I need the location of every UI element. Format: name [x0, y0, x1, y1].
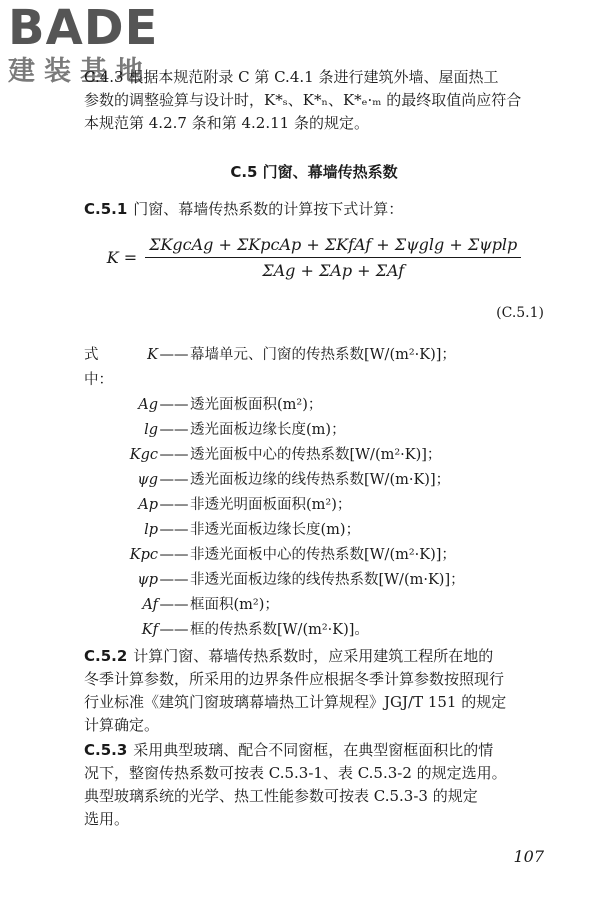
definition-dash: —— [159, 397, 189, 413]
definition-dash: —— [159, 572, 189, 588]
definition-row [84, 618, 544, 643]
intro-line-1: C.4.3 根据本规范附录 C 第 C.4.1 条进行建筑外墙、屋面热工 [84, 68, 499, 86]
definition-row [84, 568, 544, 593]
definition-text: 透光面板边缘的线传热系数[W/(m·K)]； [190, 472, 451, 488]
definition-symbol: Ag [138, 397, 158, 413]
formula-numerator: ΣKgcAg + ΣKpcAp + ΣKfAf + Σψglg + Σψplp [145, 235, 521, 258]
clause-c51 [84, 198, 544, 221]
section-title: C.5 门窗、幕墙传热系数 [230, 163, 398, 181]
definition-dash: —— [159, 472, 189, 488]
definition-text: 非透光明面板面积(m²)； [190, 497, 352, 513]
document-page [84, 66, 544, 831]
definition-row [84, 343, 544, 393]
clause-c52-line-4: 计算确定。 [84, 716, 160, 734]
definition-row [84, 393, 544, 418]
definition-text: 透光面板边缘长度(m)； [190, 422, 346, 438]
page-number: 107 [513, 847, 544, 866]
clause-c53-line-3: 典型玻璃系统的光学、热工性能参数可按表 C.5.3-3 的规定 [84, 787, 478, 805]
definition-dash: —— [159, 347, 189, 363]
definition-text: 非透光面板中心的传热系数[W/(m²·K)]； [190, 547, 456, 563]
definition-row [84, 443, 544, 468]
definitions-list [84, 343, 544, 643]
formula-lhs: K = [106, 248, 138, 267]
clause-c52-line-3: 行业标准《建筑门窗玻璃幕墙热工计算规程》JGJ/T 151 的规定 [84, 693, 507, 711]
clause-c53-line-2: 况下，整窗传热系数可按表 C.5.3-1、表 C.5.3-2 的规定选用。 [84, 764, 507, 782]
definition-text: 非透光面板边缘的线传热系数[W/(m·K)]； [190, 572, 465, 588]
definition-dash: —— [159, 622, 189, 638]
definition-row [84, 543, 544, 568]
clause-c53-line-4: 选用。 [84, 810, 130, 828]
intro-clause [84, 66, 544, 135]
clause-c51-number: C.5.1 [84, 200, 128, 218]
definition-row [84, 418, 544, 443]
definition-symbol: K [147, 347, 158, 363]
clause-c53-number: C.5.3 [84, 741, 128, 759]
clause-c52-line-2: 冬季计算参数，所采用的边界条件应根据冬季计算参数按照现行 [84, 670, 505, 688]
clause-c52 [84, 645, 544, 737]
definition-dash: —— [159, 497, 189, 513]
definition-symbol: ψg [137, 472, 158, 488]
clause-c53-line-1: 采用典型玻璃、配合不同窗框，在典型窗框面积比的情 [133, 741, 494, 759]
formula-fraction [145, 235, 521, 280]
definition-dash: —— [159, 422, 189, 438]
definition-symbol: Kf [141, 622, 158, 638]
formula-c51 [84, 235, 544, 280]
definition-text: 框面积(m²)； [190, 597, 279, 613]
logo-wordmark: BADE [8, 0, 159, 56]
definition-symbol: lg [144, 422, 158, 438]
definition-text: 框的传热系数[W/(m²·K)]。 [190, 622, 369, 638]
definition-row [84, 593, 544, 618]
formula-denominator: ΣAg + ΣAp + ΣAf [262, 261, 405, 280]
intro-line-3: 本规范第 4.2.7 条和第 4.2.11 条的规定。 [84, 114, 369, 132]
definition-row [84, 468, 544, 493]
logo-subtitle: 建装基地 [8, 56, 152, 87]
definition-symbol: Kpc [129, 547, 158, 563]
where-label: 式中： [84, 347, 113, 388]
clause-c53 [84, 739, 544, 831]
definition-symbol: Af [142, 597, 158, 613]
clause-c51-text: 门窗、幕墙传热系数的计算按下式计算： [133, 200, 404, 218]
definition-text: 非透光面板边缘长度(m)； [190, 522, 361, 538]
definition-dash: —— [159, 447, 189, 463]
definition-symbol: Kgc [129, 447, 158, 463]
definition-symbol: Ap [138, 497, 158, 513]
definition-row [84, 493, 544, 518]
definition-symbol: ψp [137, 572, 158, 588]
definition-dash: —— [159, 597, 189, 613]
definition-row [84, 518, 544, 543]
definition-dash: —— [159, 547, 189, 563]
clause-c52-number: C.5.2 [84, 647, 128, 665]
definition-symbol: lp [144, 522, 158, 538]
definition-text: 幕墙单元、门窗的传热系数[W/(m²·K)]； [190, 347, 456, 363]
definition-text: 透光面板面积(m²)； [190, 397, 323, 413]
intro-line-2: 参数的调整验算与设计时，K*ₛ、K*ₙ、K*ₑ·ₘ 的最终取值尚应符合 [84, 91, 522, 109]
definition-text: 透光面板中心的传热系数[W/(m²·K)]； [190, 447, 442, 463]
formula-label: (C.5.1) [496, 305, 544, 321]
definition-dash: —— [159, 522, 189, 538]
clause-c52-line-1: 计算门窗、幕墙传热系数时，应采用建筑工程所在地的 [133, 647, 494, 665]
